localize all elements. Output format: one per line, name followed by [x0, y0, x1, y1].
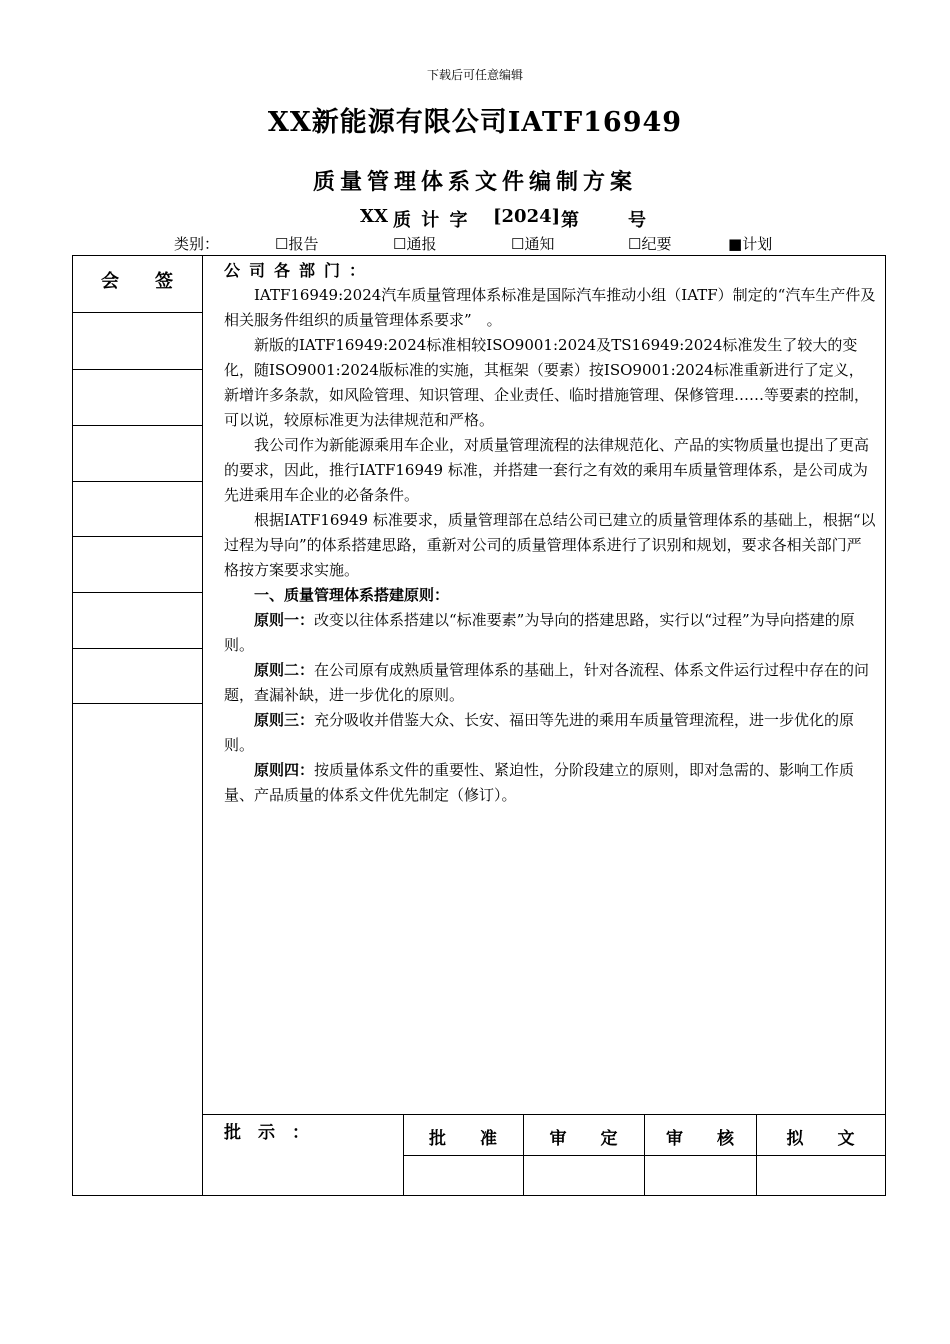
- checkbox-icon: ☐: [511, 235, 525, 253]
- instruction-label: 批 示 ：: [224, 1123, 309, 1143]
- countersign-row-line: [72, 425, 202, 426]
- principle-paragraph: 原则四：按质量体系文件的重要性、紧迫性，分阶段建立的原则，即对急需的、影响工作质量、产品质量的体系文件优先制定（修订）。: [224, 761, 855, 804]
- document-subtitle: 质量管理体系文件编制方案: [312, 169, 637, 195]
- category-label: 类别：: [174, 235, 220, 253]
- addressee-heading: 公司各部门：: [224, 261, 375, 280]
- principle-label: 原则一：: [254, 611, 315, 629]
- category-option-minutes[interactable]: ☐纪要: [628, 235, 672, 253]
- section-heading: 一、质量管理体系搭建原则：: [254, 586, 450, 604]
- ratify-signature-cell[interactable]: [524, 1156, 644, 1195]
- checkbox-icon: ☐: [393, 235, 407, 253]
- principle-paragraph: 原则一：改变以往体系搭建以“标准要素”为导向的搭建思路，实行以“过程”为导向搭建的原则。: [224, 611, 855, 654]
- principle-paragraph: 原则三：充分吸收并借鉴大众、长安、福田等先进的乘用车质量管理流程，进一步优化的原则。: [224, 711, 855, 754]
- principle-label: 原则四：: [254, 761, 315, 779]
- drafter-signature-cell[interactable]: [757, 1156, 885, 1195]
- table-right-border: [885, 255, 886, 1196]
- document-title: XX新能源有限公司IATF16949: [267, 107, 683, 138]
- doc-number-di: 第: [561, 210, 579, 231]
- countersign-label: 会 签: [101, 271, 173, 292]
- countersign-row-line: [72, 648, 202, 649]
- review-signature-cell[interactable]: [645, 1156, 756, 1195]
- table-left-border: [72, 255, 73, 1196]
- approve-column-header: 批 准: [429, 1129, 497, 1149]
- countersign-row-line: [72, 481, 202, 482]
- principle-paragraph: 原则二：在公司原有成熟质量管理体系的基础上，针对各流程、体系文件运行过程中存在的问题，查漏补缺，进一步优化的原则。: [224, 661, 870, 704]
- header-note: 下载后可任意编辑: [426, 68, 523, 82]
- category-option-plan[interactable]: ■计划: [728, 235, 773, 253]
- countersign-row-line: [72, 369, 202, 370]
- body-paragraph: 新版的IATF16949:2024标准相较ISO9001:2024及TS16949:2024标准发生了较大的变化，随ISO9001:2024版标准的实施，其框架（要素）按ISO9001:2024标准重新进行了定义，新增许多条款，如风险管理、知识管理、企业责任、临时措施管理、保修管理……等要素的控制，可以说，较原标准更为法律规范和严格。: [224, 336, 870, 429]
- category-option-report[interactable]: ☐报告: [275, 235, 319, 253]
- countersign-row-line: [72, 592, 202, 593]
- table-top-border: [72, 255, 886, 256]
- doc-number-mid: 质 计 字: [393, 210, 470, 231]
- countersign-row-line: [72, 536, 202, 537]
- principle-label: 原则二：: [254, 661, 315, 679]
- body-paragraph: 根据IATF16949 标准要求，质量管理部在总结公司已建立的质量管理体系的基础上，根据“以过程为导向”的体系搭建思路，重新对公司的质量管理体系进行了识别和规划，要求各相关部门严格按方案要求实施。: [224, 511, 876, 579]
- checkbox-icon: ☐: [628, 235, 642, 253]
- doc-number-prefix: XX: [360, 206, 388, 227]
- category-option-notice[interactable]: ☐通知: [511, 235, 555, 253]
- doc-number-hao: 号: [628, 210, 646, 231]
- checkbox-icon: ☐: [275, 235, 289, 253]
- checked-box-icon: ■: [728, 235, 743, 253]
- drafter-column-header: 拟 文: [786, 1129, 855, 1149]
- countersign-row-line: [72, 312, 202, 313]
- table-bottom-border: [72, 1195, 886, 1196]
- approval-section-top-line: [202, 1114, 886, 1115]
- ratify-column-header: 审 定: [549, 1129, 618, 1149]
- category-option-bulletin[interactable]: ☐通报: [393, 235, 437, 253]
- principle-label: 原则三：: [254, 711, 315, 729]
- body-paragraph: 我公司作为新能源乘用车企业，对质量管理流程的法律规范化、产品的实物质量也提出了更高的要求，因此，推行IATF16949 标准，并搭建一套行之有效的乘用车质量管理体系，是公司成为先进乘用车企业的必备条件。: [224, 436, 870, 504]
- review-column-header: 审 核: [666, 1129, 734, 1149]
- document-body: [224, 258, 876, 808]
- doc-number-year: [2024]: [493, 206, 561, 227]
- countersign-column-divider: [202, 255, 203, 1196]
- body-paragraph: IATF16949:2024汽车质量管理体系标准是国际汽车推动小组（IATF）制定的“汽车生产件及相关服务件组织的质量管理体系要求” 。: [224, 286, 876, 329]
- countersign-row-line: [72, 703, 202, 704]
- approve-signature-cell[interactable]: [404, 1156, 523, 1195]
